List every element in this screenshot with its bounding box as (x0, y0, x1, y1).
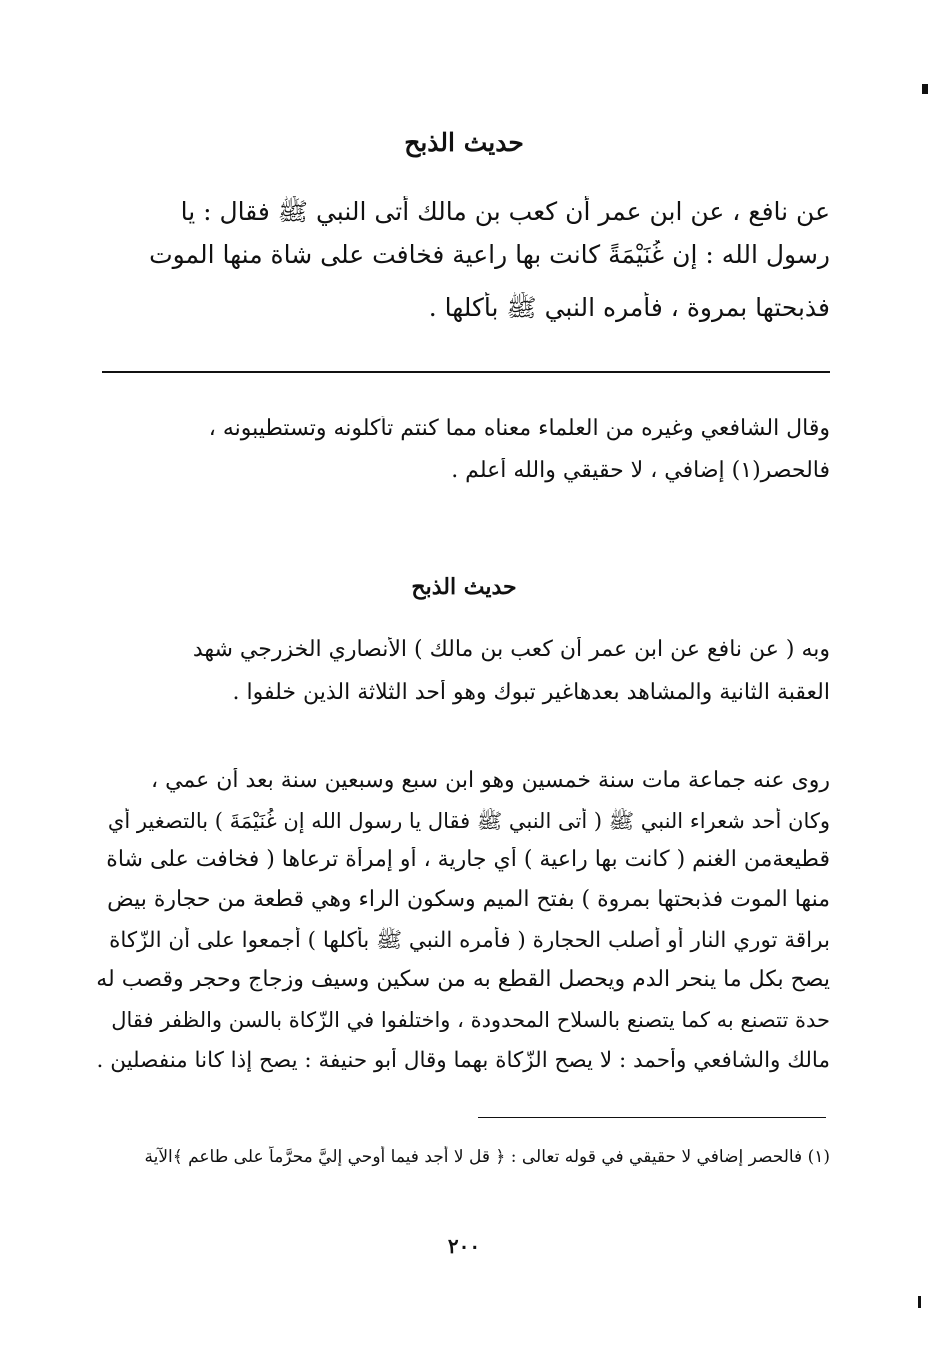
section2-para1-line: العقبة الثانية والمشاهد بعدهاغير تبوك وهو أحد الثلاثة الذين خلفوا . (232, 680, 830, 705)
section2-para2-line: روى عنه جماعة مات سنة خمسين وهو ابن سبع وسبعين سنة بعد أن عمي ، (150, 768, 830, 793)
section2-para2-line: يصح بكل ما ينحر الدم ويحصل القطع به من سكين وسيف وزجاج وحجر وقصب له (96, 967, 830, 992)
commentary-line: وقال الشافعي وغيره من العلماء معناه مما كنتم تأكلونه وتستطيبونه ، (208, 416, 830, 441)
section2-para2-line: حدة تتصنع به كما يتصنع بالسلاح المحدودة ، واختلفوا في الزّكاة بالسن والظفر فقال (111, 1008, 830, 1032)
footnote-separator (478, 1117, 826, 1118)
section2-para2-line: منها الموت فذبحتها بمروة ) بفتح الميم وسكون الراء وهي قطعة من حجارة بيض (107, 887, 830, 912)
scan-edge-mark (922, 84, 928, 94)
section2-para2-line: وكان أحد شعراء النبي ﷺ ( أتى النبي ﷺ فقال يا رسول الله إن غُنَيْمَةَ ) بالتصغير أي (107, 809, 830, 833)
section1-line: عن نافع ، عن ابن عمر أن كعب بن مالك أتى النبي ﷺ فقال : يا (180, 197, 830, 226)
section1-line: رسول الله : إن غُنَيْمَةً كانت بها راعية فخافت على شاة منها الموت (149, 240, 830, 269)
commentary-line: فالحصر(١) إضافي ، لا حقيقي والله أعلم . (451, 458, 830, 483)
section2-heading: حديث الذبح (411, 574, 517, 600)
footnote: (١) فالحصر إضافي لا حقيقي في قوله تعالى : ﴿ قل لا أجد فيما أوحي إليَّ محرَّماً على طاعمٍ ﴾الآية (144, 1147, 830, 1167)
scan-edge-mark (918, 1296, 921, 1308)
page-number: ٢٠٠ (447, 1234, 481, 1258)
section2-para2-line: مالك والشافعي وأحمد : لا يصح الزّكاة بهما وقال أبو حنيفة : يصح إذا كانا منفصلين . (96, 1048, 830, 1073)
section2-para1-line: وبه ( عن نافع عن ابن عمر أن كعب بن مالك ) الأنصاري الخزرجي شهد (192, 637, 830, 662)
section1-heading: حديث الذبح (404, 128, 524, 157)
section2-para2-line: قطيعةمن الغنم ( كانت بها راعية ) أي جارية ، أو إمرأة ترعاها ( فخافت على شاة (106, 847, 830, 872)
section-divider (102, 371, 830, 373)
section1-line: فذبحتها بمروة ، فأمره النبي ﷺ بأكلها . (428, 293, 830, 322)
section2-para2-line: براقة توري النار أو أصلب الحجارة ( فأمره النبي ﷺ بأكلها ) أجمعوا على أن الزّكاة (109, 928, 830, 953)
